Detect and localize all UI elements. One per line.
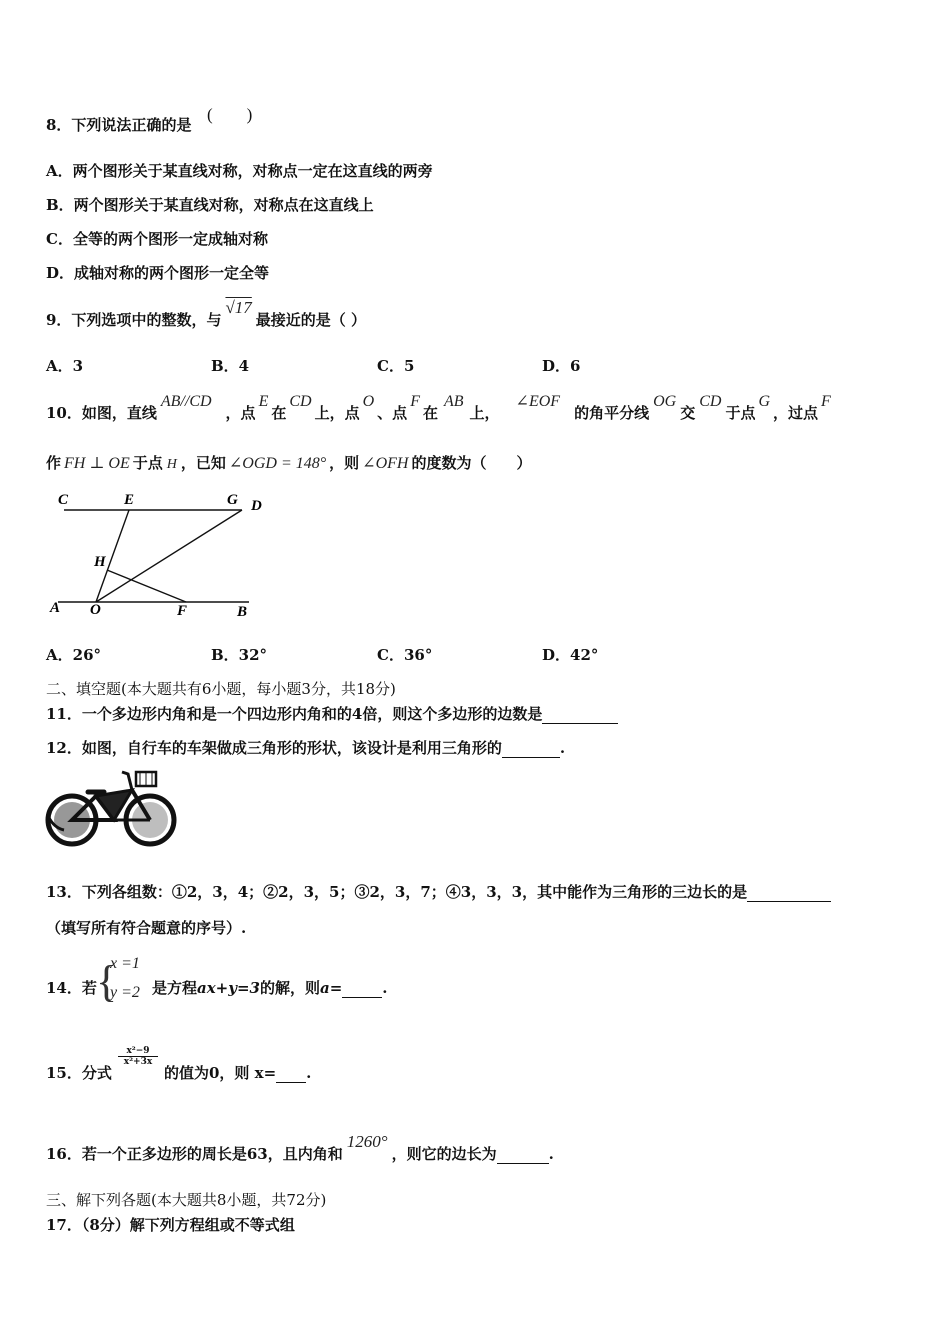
q9-stem: 9．下列选项中的整数，与√17最接近的是（ ）	[46, 298, 367, 329]
q9-option-b: B．4	[211, 357, 250, 375]
q15-answer-blank	[276, 1068, 306, 1083]
q17: 17．（8分）解下列方程组或不等式组	[46, 1216, 295, 1234]
segment-fh	[107, 570, 186, 602]
q15-numerator: x²−9	[118, 1046, 158, 1057]
q14-answer-blank	[342, 983, 382, 998]
q10-geometry-figure	[44, 486, 274, 626]
q13-answer-blank	[747, 887, 831, 902]
q16: 16．若一个正多边形的周长是63，且内角和1260°，则它的边长为 .	[46, 1132, 554, 1163]
q8-option-b: B．两个图形关于某直线对称，对称点在这直线上	[46, 196, 374, 214]
q11-answer-blank	[542, 709, 618, 724]
q15-denominator: x²+3x	[123, 1057, 153, 1067]
q10-line1: 10．如图，直线AB//CD，点E在CD上，点O、点F在AB上，∠EOF的角平分线OG交CD于点G，过点F	[46, 393, 831, 422]
segment-og	[96, 510, 242, 602]
label-c: C	[58, 492, 69, 508]
q14-eq2: y =2	[110, 984, 140, 1001]
q16-answer-blank	[497, 1149, 549, 1164]
q8-option-d: D．成轴对称的两个图形一定全等	[46, 264, 270, 282]
q8-option-a: A．两个图形关于某直线对称，对称点一定在这直线的两旁	[46, 162, 433, 180]
label-f: F	[177, 603, 188, 619]
q12-answer-blank	[502, 743, 560, 758]
label-e: E	[124, 492, 135, 508]
q15-fraction	[118, 1046, 158, 1067]
q10-option-d: D．42°	[542, 646, 599, 664]
q14-stem: 是方程ax+y=3的解，则a= .	[152, 979, 388, 997]
label-o: O	[90, 602, 101, 618]
q12: 12．如图，自行车的车架做成三角形的形状，该设计是利用三角形的 .	[46, 739, 566, 757]
q10-line2: 作 FH ⊥ OE 于点 H ，已知 ∠OGD = 148° ，则 ∠OFH 的度数为（ ）	[46, 454, 532, 472]
q9-sqrt: √17	[225, 298, 252, 317]
q14-eq1: x =1	[110, 955, 140, 972]
q8-paren: ( )	[207, 105, 253, 124]
q8-option-c: C．全等的两个图形一定成轴对称	[46, 230, 268, 248]
label-b: B	[237, 604, 248, 620]
q15-stem: 的值为0，则 x= .	[164, 1064, 312, 1082]
q11: 11．一个多边形内角和是一个四边形内角和的4倍，则这个多边形的边数是	[46, 704, 618, 724]
label-g: G	[227, 492, 238, 508]
q14-prefix: 14．若	[46, 979, 97, 997]
q9-option-d: D．6	[542, 357, 581, 375]
q9-option-a: A．3	[46, 357, 84, 375]
q15-prefix: 15．分式	[46, 1064, 112, 1082]
q10-option-b: B．32°	[211, 646, 268, 664]
bicycle-icon	[44, 768, 180, 850]
q13-line1: 13．下列各组数：①2，3，4；②2，3，5；③2，3，7；④3，3，3，其中能作为三角形的三边长的是	[46, 882, 831, 902]
section-3-heading: 三、解下列各题(本大题共8小题，共72分)	[46, 1191, 327, 1209]
q10-option-a: A．26°	[46, 646, 102, 664]
q14-brace: {	[96, 957, 118, 1006]
q10-option-c: C．36°	[377, 646, 433, 664]
q8-stem: 8．下列说法正确的是	[46, 116, 192, 134]
label-a: A	[50, 600, 61, 616]
section-2-heading: 二、填空题(本大题共有6小题，每小题3分，共18分)	[46, 680, 396, 698]
q9-option-c: C．5	[377, 357, 415, 375]
label-h: H	[94, 554, 106, 570]
label-d: D	[251, 498, 262, 514]
q13-line2: （填写所有符合题意的序号）.	[46, 919, 247, 937]
